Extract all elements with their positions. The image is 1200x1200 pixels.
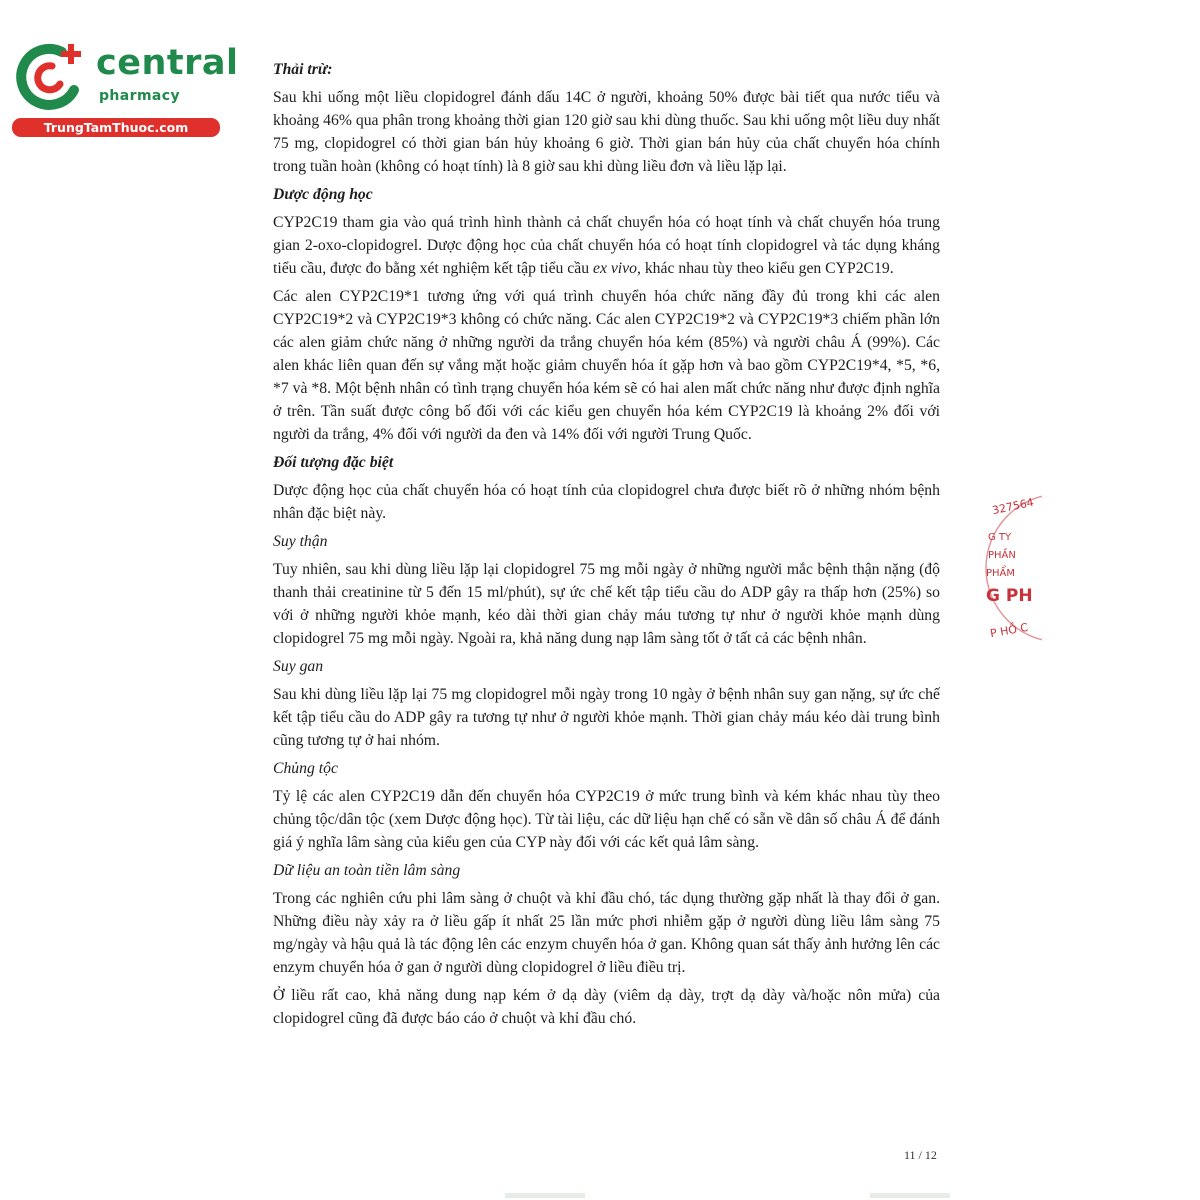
heading-chung-toc: Chủng tộc [273,760,338,777]
heading-suy-gan: Suy gan [273,658,324,675]
brand-tagline: pharmacy [99,88,180,104]
text-segment: , khác nhau tùy theo kiểu gen CYP2C19. [636,260,894,277]
paragraph-doi-tuong: Dược động học của chất chuyển hóa có hoạt tính của clopidogrel chưa được biết rõ ở những nhóm bệnh nhân đặc biệt này. [273,482,940,522]
paragraph-chung-toc: Tỷ lệ các alen CYP2C19 dẫn đến chuyển hóa CYP2C19 ở mức trung bình và kém khác nhau tùy theo chủng tộc/dân tộc (xem Dược động học). Từ tài liệu, các dữ liệu hạn chế có sẵn về dân số châu Á để đánh giá ý nghĩa lâm sàng của kiểu gen của CYP này đối với các kết quả lâm sàng. [273,788,940,851]
scan-mark [505,1193,585,1198]
heading-suy-than: Suy thận [273,533,328,550]
company-stamp [982,488,1042,658]
stamp-text: PHẦN [988,550,1016,561]
paragraph-suy-than: Tuy nhiên, sau khi dùng liều lặp lại clopidogrel 75 mg mỗi ngày ở những người mắc bệnh thận nặng (độ thanh thải creatinine từ 5 đến 15 ml/phút), sự ức chế kết tập tiểu cầu do ADP gây ra thấp hơn (25%) so với ở những người khỏe mạnh, kéo dài thời gian chảy máu tương tự như ở người khỏe mạnh dùng clopidogrel 75 mg mỗi ngày. Ngoài ra, khả năng dung nạp lâm sàng tốt ở tất cả các bệnh nhân. [273,561,940,647]
heading-thai-tru: Thải trừ: [273,61,333,78]
paragraph-duoc-dong-hoc-1 [273,211,940,280]
text-segment: CYP2C19 tham gia vào quá trình hình thành cả chất chuyển hóa có hoạt tính và chất chuyển hóa trung gian 2-oxo-clopidogrel. Dược động học của chất chuyển hóa có hoạt tính clopidogrel và tác dụng kháng tiểu cầu, được đo bằng xét nghiệm kết tập tiểu cầu [273,214,940,277]
heading-an-toan: Dữ liệu an toàn tiền lâm sàng [273,862,461,879]
stamp-text: G TY [988,532,1012,543]
scan-mark [870,1193,950,1198]
brand-url[interactable]: TrungTamThuoc.com [12,118,220,137]
stamp-text: PHẨM [986,568,1016,579]
italic-term: ex vivo [593,260,637,277]
document-body [273,58,940,1035]
paragraph-thai-tru: Sau khi uống một liều clopidogrel đánh dấu 14C ở người, khoảng 50% được bài tiết qua nước tiểu và khoảng 46% qua phân trong khoảng thời gian 120 giờ sau khi dùng thuốc. Sau khi uống một liều duy nhất 75 mg, clopidogrel có thời gian bán hủy khoảng 6 giờ. Thời gian bán hủy của chất chuyển hóa chính trong tuần hoàn (không có hoạt tính) là 8 giờ sau khi dùng liều đơn và liều lặp lại. [273,89,940,175]
central-pharmacy-logo-icon [10,40,94,116]
paragraph-an-toan-2: Ở liều rất cao, khả năng dung nạp kém ở dạ dày (viêm dạ dày, trợt dạ dày và/hoặc nôn mửa) của clopidogrel cũng đã được báo cáo ở chuột và khỉ đầu chó. [273,987,940,1027]
heading-duoc-dong-hoc: Dược động học [273,186,373,203]
stamp-text: 327564 [991,495,1035,518]
paragraph-an-toan-1: Trong các nghiên cứu phi lâm sàng ở chuột và khỉ đầu chó, tác dụng thường gặp nhất là thay đổi ở gan. Những điều này xảy ra ở liều gấp ít nhất 25 lần mức phơi nhiễm gặp ở người dùng liều lâm sàng 75 mg/ngày và hậu quả là tác động lên các enzym chuyển hóa ở gan. Không quan sát thấy ảnh hưởng lên các enzym chuyển hóa ở gan ở người dùng clopidogrel ở liều điều trị. [273,890,940,976]
brand-logo [10,40,239,140]
brand-name: central [96,43,239,83]
page-number: 11 / 12 [904,1148,937,1162]
paragraph-duoc-dong-hoc-2: Các alen CYP2C19*1 tương ứng với quá trình chuyển hóa chức năng đầy đủ trong khi các alen CYP2C19*2 và CYP2C19*3 không có chức năng. Các alen CYP2C19*2 và CYP2C19*3 chiếm phần lớn các alen giảm chức năng ở những người da trắng chuyển hóa kém (85%) và người châu Á (99%). Các alen khác liên quan đến sự vắng mặt hoặc giảm chuyển hóa ít gặp hơn và bao gồm CYP2C19*4, *5, *6, *7 và *8. Một bệnh nhân có tình trạng chuyển hóa kém sẽ có hai alen mất chức năng như được định nghĩa ở trên. Tần suất được công bố đối với các kiểu gen chuyển hóa kém CYP2C19 là khoảng 2% đối với người da trắng, 4% đối với người da đen và 14% đối với người Trung Quốc. [273,288,940,443]
paragraph-suy-gan: Sau khi dùng liều lặp lại 75 mg clopidogrel mỗi ngày trong 10 ngày ở bệnh nhân suy gan nặng, sự ức chế kết tập tiểu cầu do ADP gây ra tương tự như ở người khỏe mạnh. Thời gian chảy máu kéo dài trung bình cũng tương tự ở hai nhóm. [273,686,940,749]
stamp-text: G PH [986,586,1033,606]
heading-doi-tuong: Đối tượng đặc biệt [273,454,394,471]
stamp-text: P HỒ C [989,620,1030,641]
